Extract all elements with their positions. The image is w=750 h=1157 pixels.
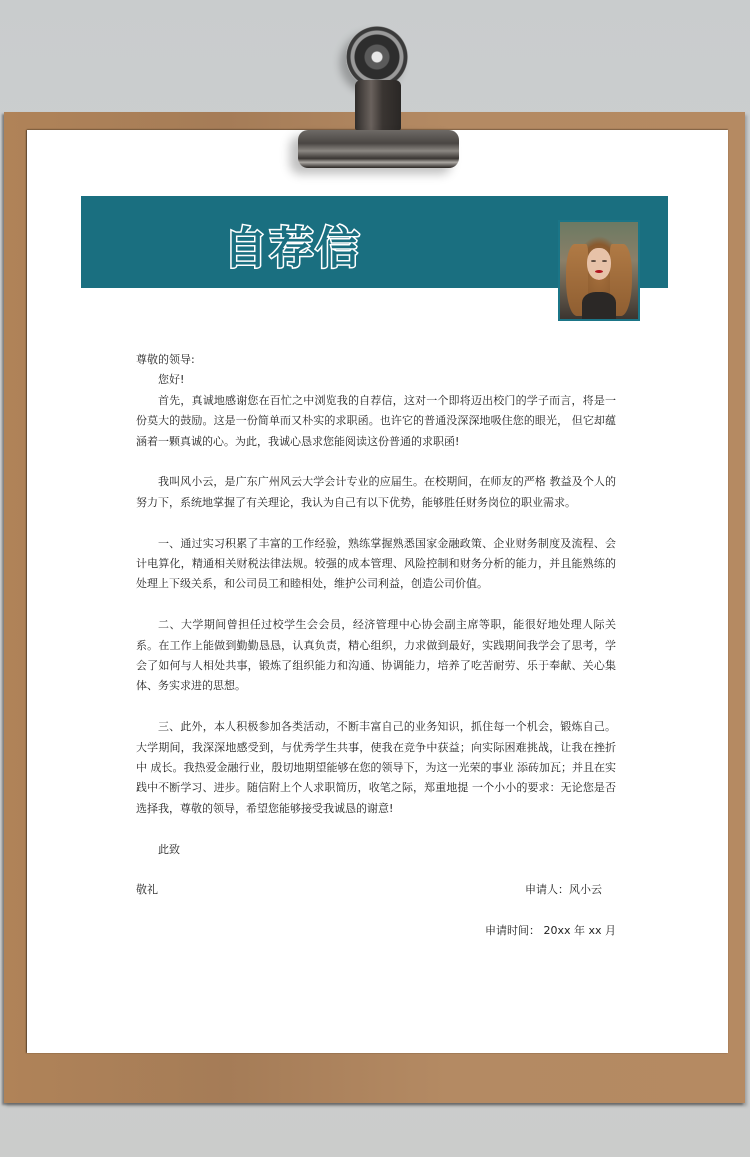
- closing: 此致: [158, 842, 180, 856]
- letter-body: [136, 350, 616, 942]
- binder-clip-neck: [355, 80, 401, 130]
- greeting: 您好!: [158, 373, 185, 387]
- salutation: 尊敬的领导:: [136, 353, 195, 366]
- paragraph-self-intro: 我叫风小云，是广东广州风云大学会计专业的应届生。在校期间，在师友的严格 教益及个人的努力下，系统地掌握了有关理论，我认为自己有以下优势，能够胜任财务岗位的职业需求。: [136, 475, 616, 509]
- application-date: 申请时间： 20xx 年 xx 月: [484, 924, 616, 938]
- paragraph-intro: 首先，真诚地感谢您在百忙之中浏览我的自荐信，这对一个即将迈出校门的学子而言，将是一份莫大的鼓励。这是一份简单而又朴实的求职函。也许它的普通没深深地吸住您的眼光， 但它却蕴涵着一颗真诚的心。为此，我诚心恳求您能阅读这份普通的求职函!: [136, 393, 616, 448]
- paragraph-point-3: 三、此外，本人积极参加各类活动，不断丰富自己的业务知识，抓住每一个机会，锻炼自己。大学期间，我深深地感受到，与优秀学生共事，使我在竞争中获益；向实际困难挑战，让我在挫折中 成长。我热爱金融行业，殷切地期望能够在您的领导下，为这一光荣的事业 添砖加瓦；并且在实践中不断学习、进步。随信附上个人求职简历，收笔之际，郑重地提 一个小小的要求：无论您是否选择我，尊敬的领导，希望您能够接受我诚恳的谢意!: [136, 720, 616, 815]
- photo-eye-right: [602, 260, 607, 262]
- binder-clip-ring-icon: [346, 26, 408, 88]
- paragraph-point-1: 一、通过实习积累了丰富的工作经验，熟练掌握熟悉国家金融政策、企业财务制度及流程、会计电算化，精通相关财税法律法规。较强的成本管理、风险控制和财务分析的能力，并且能熟练的处理上下级关系，和公司员工和睦相处，维护公司利益，创造公司价值。: [136, 536, 616, 591]
- page-title: 自荐信: [223, 223, 362, 274]
- photo-face: [587, 248, 611, 280]
- photo-eye-left: [591, 260, 596, 262]
- applicant-photo: [558, 220, 640, 321]
- paragraph-point-2: 二、大学期间曾担任过校学生会会员，经济管理中心协会副主席等职，能很好地处理人际关系。在工作上能做到勤勤恳恳，认真负责，精心组织，力求做到最好，实践期间我学会了思考，学会了如何与人相处共事，锻炼了组织能力和沟通、协调能力，培养了吃苦耐劳、乐于奉献、关心集体、务实求进的思想。: [136, 618, 616, 693]
- regards: 敬礼: [136, 883, 158, 897]
- photo-body: [582, 292, 616, 319]
- applicant-name: 申请人：风小云: [525, 883, 602, 897]
- photo-lips: [595, 270, 603, 273]
- binder-clip-icon: [298, 130, 459, 168]
